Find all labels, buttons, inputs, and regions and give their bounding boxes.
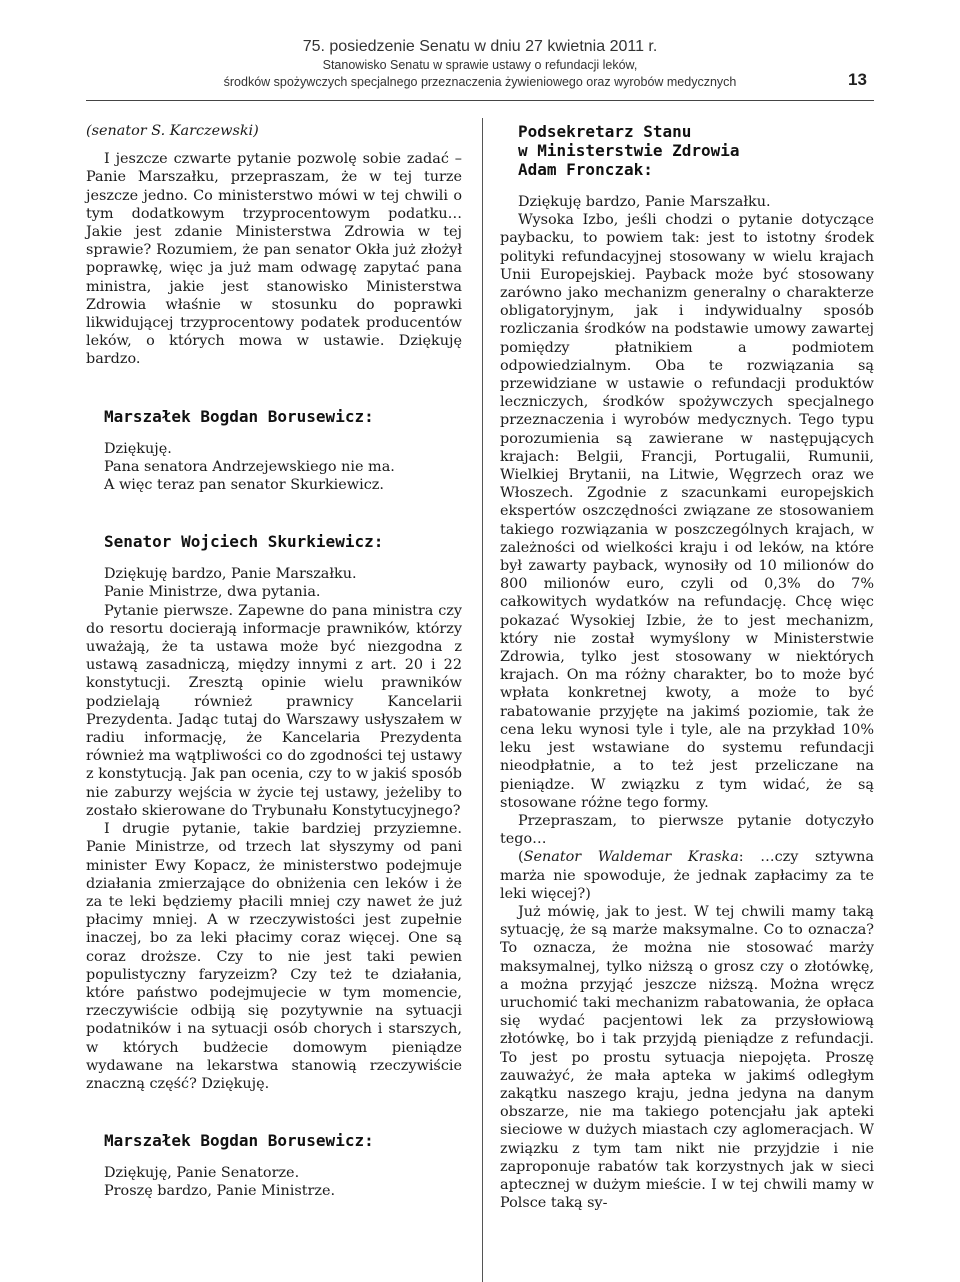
speaker-heading-skurkiewicz: Senator Wojciech Skurkiewicz: bbox=[104, 532, 384, 552]
karczewski-paragraph: I jeszcze czwarte pytanie pozwolę sobie zadać – Panie Marszałku, przepraszam, że w tej turze jeszcze jedno. Co ministerstwo mówi w tej chwili o tym dodatkowym trzyprocentowym podatku… Jakie jest zdanie Ministerstwa Zdrowia w tej sprawie? Rozumiem, że pan senator Okła już złożył poprawkę, więc ja już mam odwagę zapytać pana ministra, jakie jest stanowisko Ministerstwa Zdrowia właśnie w stosunku do poprawki likwidującej trzyprocentowy podatek producentów leków, o których mowa w ustawie. Dziękuję bardzo. bbox=[86, 151, 462, 368]
header-session-title: 75. posiedzenie Senatu w dniu 27 kwietnia 2011 r. bbox=[302, 38, 658, 55]
marshal2-line-1: Dziękuję, Panie Senatorze. bbox=[104, 1165, 300, 1182]
skurkiewicz-paragraph-1: Pytanie pierwsze. Zapewne do pana ministra czy do resortu docierają informacje prawników, którzy uważają, że ta ustawa może być niezgodna z ustawą zasadniczą, między innymi z art. 20 i 22 konstytucji. Zresztą opinie wielu prawników podzielają również prawnicy Kancelarii Prezydenta. Jadąc tutaj do Warszawy usłyszałem w radiu informację, że Kancelaria Prezydenta również ma wątpliwości co do zgodności tej ustawy z konstytucją. Jak pan ocenia, czy to w jakiś sposób nie zaburzy wejścia w życie tej ustawy, jeżeliby to zostało skierowane do Trybunału Konstytucyjnego? bbox=[86, 602, 462, 819]
header-subtitle-1: Stanowisko Senatu w sprawie ustawy o refundacji leków, bbox=[322, 58, 638, 72]
marshal-line-3: A więc teraz pan senator Skurkiewicz. bbox=[104, 477, 384, 494]
interjection-speaker: Senator Waldemar Kraska bbox=[523, 849, 739, 866]
interjection: (Senator Waldemar Kraska: …czy sztywna marża nie spowoduje, że jednak zapłacimy za te leki więcej?) bbox=[500, 849, 874, 902]
speaker-heading-marshal-2: Marszałek Bogdan Borusewicz: bbox=[104, 1131, 374, 1151]
fronczak-paragraph-2: Przepraszam, to pierwsze pytanie dotyczyło tego… bbox=[500, 812, 874, 848]
column-divider bbox=[482, 118, 483, 1282]
marshal-line-1: Dziękuję. bbox=[104, 440, 172, 457]
marshal-line-2: Pana senatora Andrzejewskiego nie ma. bbox=[104, 458, 395, 475]
speaker-heading-fronczak-1: Podsekretarz Stanu bbox=[518, 122, 692, 141]
skurkiewicz-line-2: Panie Ministrze, dwa pytania. bbox=[104, 584, 321, 601]
speaker-heading-fronczak-3: Adam Fronczak: bbox=[518, 160, 653, 179]
right-column bbox=[500, 122, 874, 1212]
left-column bbox=[86, 122, 462, 1201]
speaker-heading-marshal-1: Marszałek Bogdan Borusewicz: bbox=[104, 406, 374, 426]
interjection-text: : …czy sztywna marża nie spowoduje, że jednak zapłacimy za te leki więcej?) bbox=[500, 849, 874, 902]
fronczak-paragraph-3: Już mówię, jak to jest. W tej chwili mamy taką sytuację, że są marże maksymalne. Co to oznacza? To oznacza, że można nie stosować marży maksymalnej, tylko niższą o grosz czy o złotówkę, a można przyjąć jeszcze niższą. Można wręcz uruchomić taki mechanizm rabatowania, że opłaca się wydać pacjentowi lek za przysłowiową złotówkę, bo i tak przyjdą pieniądze z refundacji. To jest po prostu sytuacja niepojęta. Proszę zauważyć, że mała apteka w jakimś odległym zakątku naszego kraju, jedna jedyna na danym obszarze, nie ma takiego potencjału jak apteki sieciowe w dużych miastach czy aglomeracjach. W związku z tym tam nikt nie przyjdzie i nie zaproponuje rabatów tak korzystnych jak w sieci aptecznej w dużym mieście. I w tej chwili mamy w Polsce taką sy- bbox=[500, 903, 874, 1212]
continuation-tag: (senator S. Karczewski) bbox=[86, 123, 259, 139]
speaker-heading-fronczak-2: w Ministerstwie Zdrowia bbox=[518, 141, 740, 160]
skurkiewicz-paragraph-2: I drugie pytanie, takie bardziej przyziemne. Panie Ministrze, od trzech lat słyszymy od pani minister Ewy Kopacz, że ministerstwo podejmuje działania zmierzające do obniżenia cen leków i że za te leki będziemy płacili mniej czy nawet że już płacimy mniej. A w rzeczywistości jest zupełnie inaczej, bo za leki płacimy coraz więcej. One są coraz droższe. Czy to nie jest taki pewien populistyczny faryzeizm? Czy też te działania, które państwo podejmujecie w tym momencie, rzeczywiście odbiją się pozytywnie na sytuacji podatników i na sytuacji osób chorych i starszych, w których budżecie domowym pieniądze wydawane na lekarstwa stanowią rzeczywiście znaczną część? Dziękuję. bbox=[86, 821, 462, 1092]
header-subtitle-2: środków spożywczych specjalnego przeznaczenia żywieniowego oraz wyrobów medycznych bbox=[223, 75, 737, 89]
header-rule bbox=[86, 100, 874, 101]
marshal2-line-2: Proszę bardzo, Panie Ministrze. bbox=[104, 1183, 336, 1200]
fronczak-line-1: Dziękuję bardzo, Panie Marszałku. bbox=[518, 194, 771, 210]
skurkiewicz-line-1: Dziękuję bardzo, Panie Marszałku. bbox=[104, 566, 357, 583]
page-number: 13 bbox=[848, 70, 867, 89]
fronczak-paragraph-1: Wysoka Izbo, jeśli chodzi o pytanie dotyczące paybacku, to powiem tak: jest to istotny środek polityki refundacyjnej stosowany w wielu krajach Unii Europejskiej. Payback może być stosowany zarówno jako mechanizm generalny o charakterze obligatoryjnym, jak i indywidualny sposób rozliczania środków na podstawie umowy zawartej pomiędzy płatnikiem a podmiotem odpowiedzialnym. Oba te rozwiązania są przewidziane w ustawie o refundacji produktów leczniczych, środków spożywczych specjalnego przeznaczenia i wyrobów medycznych. Tego typu porozumienia są zawierane w następujących krajach: Belgii, Francji, Portugalii, Rumunii, Wielkiej Brytanii, na Litwie, Węgrzech oraz we Włoszech. Zgodnie z szacunkami europejskich ekspertów oszczędności związane ze stosowaniem takiego rozwiązania w poszczególnych krajach, w zależności od wielkości kraju i od leków, na które był zawarty payback, wynosiły od 10 milionów do 800 milionów euro, czyli od 0,3% do 7% całkowitych wydatków na refundację. Chcę więc pokazać Wysokiej Izbie, że to jest mechanizm, który nie został wymyślony w Ministerstwie Zdrowia, tylko jest stosowany w niektórych krajach. On ma różny charakter, bo to może być wpłata konkretnej kwoty, a może to być rabatowanie przyjęte na jakimś poziomie, tak że cena leku wynosi tyle i tyle, ale na przykład 10% leku jest wstawiane do systemu refundacji nieodpłatnie, a to też jest przeliczane na pieniądze. W związku z tym widać, że są stosowane różne tego formy. bbox=[500, 212, 874, 811]
